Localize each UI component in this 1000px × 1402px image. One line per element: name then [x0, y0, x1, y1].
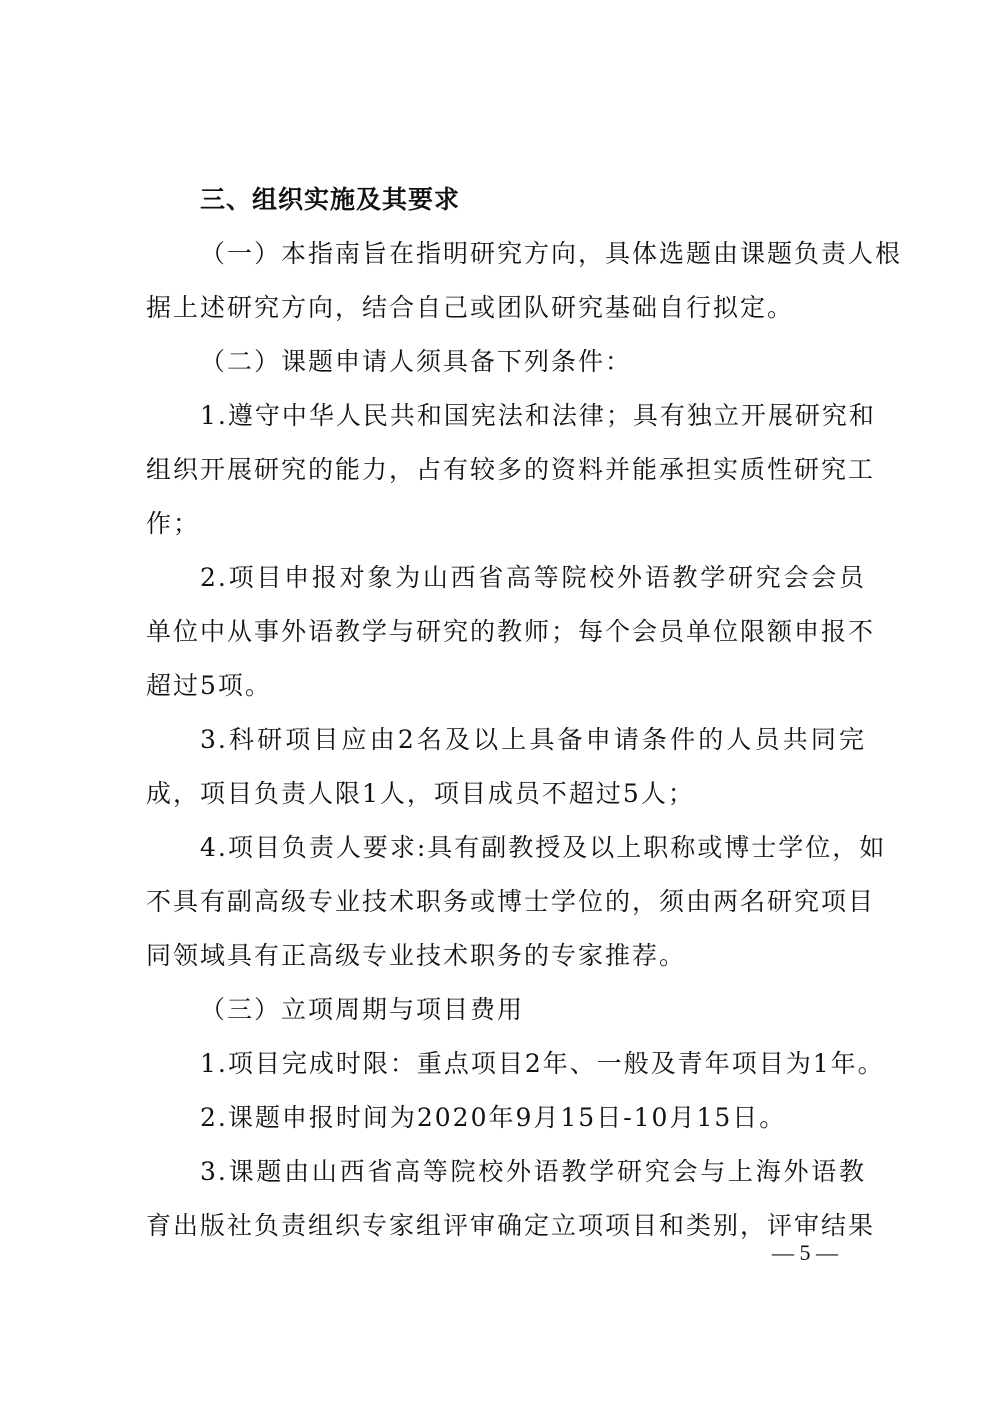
paragraph-line: 单位中从事外语教学与研究的教师；每个会员单位限额申报不 — [146, 617, 876, 646]
paragraph-line: 4.项目负责人要求:具有副教授及以上职称或博士学位，如 — [200, 833, 887, 862]
section-heading: 三、组织实施及其要求 — [200, 185, 461, 214]
paragraph-line: （二）课题申请人须具备下列条件： — [200, 347, 633, 376]
page-number: — 5 — — [772, 1240, 838, 1265]
paragraph-line: 超过5项。 — [146, 671, 272, 700]
paragraph-line: 作； — [146, 509, 201, 538]
paragraph-line: 同领域具有正高级专业技术职务的专家推荐。 — [146, 941, 687, 970]
paragraph-line: 3.科研项目应由2名及以上具备申请条件的人员共同完 — [200, 725, 866, 754]
paragraph-line: 成，项目负责人限1人，项目成员不超过5人； — [146, 779, 695, 808]
paragraph-line: 据上述研究方向，结合自己或团队研究基础自行拟定。 — [146, 293, 795, 322]
paragraph-line: 1.遵守中华人民共和国宪法和法律；具有独立开展研究和 — [200, 401, 876, 430]
paragraph-line: 3.课题由山西省高等院校外语教学研究会与上海外语教 — [200, 1157, 866, 1186]
paragraph-line: （三）立项周期与项目费用 — [200, 995, 525, 1024]
paragraph-line: 育出版社负责组织专家组评审确定立项项目和类别，评审结果 — [146, 1211, 876, 1240]
paragraph-line: （一）本指南旨在指明研究方向，具体选题由课题负责人根 — [200, 239, 903, 268]
paragraph-line: 2.课题申报时间为2020年9月15日-10月15日。 — [200, 1103, 787, 1132]
paragraph-line: 不具有副高级专业技术职务或博士学位的，须由两名研究项目 — [146, 887, 876, 916]
paragraph-line: 1.项目完成时限：重点项目2年、一般及青年项目为1年。 — [200, 1049, 885, 1078]
paragraph-line: 2.项目申报对象为山西省高等院校外语教学研究会会员 — [200, 563, 866, 592]
paragraph-line: 组织开展研究的能力，占有较多的资料并能承担实质性研究工 — [146, 455, 876, 484]
